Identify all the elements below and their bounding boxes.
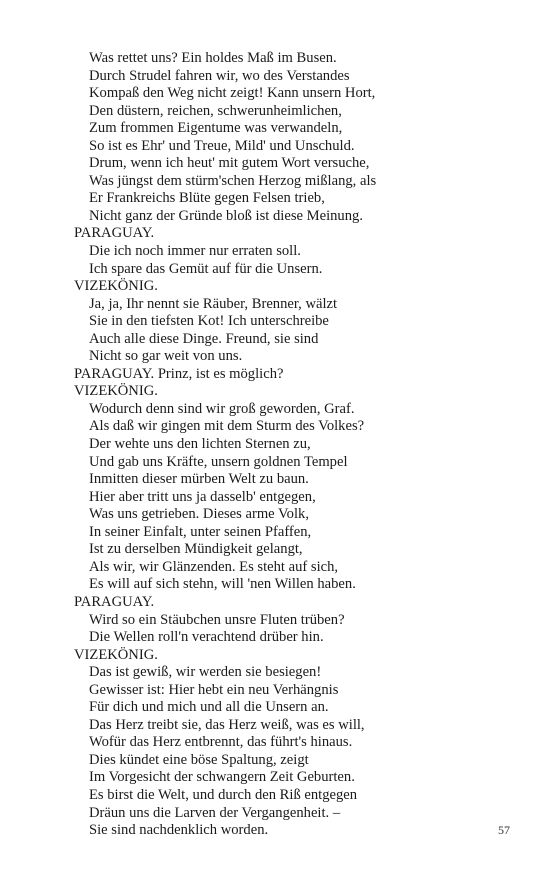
verse-line: Den düstern, reichen, schwerunheimlichen,	[89, 102, 342, 119]
verse-line: So ist es Ehr' und Treue, Mild' und Unschuld.	[89, 137, 355, 154]
verse-line: Wird so ein Stäubchen unsre Fluten trüben?	[89, 611, 345, 628]
verse-line: Inmitten dieser mürben Welt zu baun.	[89, 471, 309, 488]
verse-line: Und gab uns Kräfte, unsern goldnen Tempel	[89, 453, 348, 470]
speaker-line: VIZEKÖNIG.	[74, 646, 158, 663]
verse-line: Kompaß den Weg nicht zeigt! Kann unsern Hort,	[89, 85, 376, 102]
verse-line: Dräun uns die Larven der Vergangenheit. –	[89, 804, 341, 821]
verse-line: Wofür das Herz entbrennt, das führt's hinaus.	[89, 734, 353, 751]
verse-line: Der wehte uns den lichten Sternen zu,	[89, 436, 311, 453]
verse-line: Es will auf sich stehn, will 'nen Willen haben.	[89, 576, 356, 593]
speaker-line: PARAGUAY.	[74, 225, 155, 242]
verse-line: Nicht ganz der Gründe bloß ist diese Meinung.	[89, 207, 363, 224]
speaker-line: VIZEKÖNIG.	[74, 383, 158, 400]
verse-line: Für dich und mich und all die Unsern an.	[89, 699, 329, 716]
speaker-line: PARAGUAY.	[74, 593, 155, 610]
verse-line: Als wir, wir Glänzenden. Es steht auf sich,	[89, 558, 339, 575]
verse-line: Wodurch denn sind wir groß geworden, Graf.	[89, 400, 355, 417]
verse-line: Ist zu derselben Mündigkeit gelangt,	[89, 541, 303, 558]
verse-line: Das Herz treibt sie, das Herz weiß, was es will,	[89, 716, 365, 733]
speaker-line: PARAGUAY. Prinz, ist es möglich?	[74, 365, 284, 382]
verse-line: Ich spare das Gemüt auf für die Unsern.	[89, 260, 323, 277]
verse-line: Was uns getrieben. Dieses arme Volk,	[89, 506, 309, 523]
verse-line: Ja, ja, Ihr nennt sie Räuber, Brenner, wälzt	[89, 295, 338, 312]
verse-line: Nicht so gar weit von uns.	[89, 348, 243, 365]
verse-line: Es birst die Welt, und durch den Riß entgegen	[89, 786, 358, 803]
verse-line: Was jüngst dem stürm'schen Herzog mißlang, als	[89, 172, 377, 189]
verse-line: In seiner Einfalt, unter seinen Pfaffen,	[89, 523, 312, 540]
verse-line: Er Frankreichs Blüte gegen Felsen trieb,	[89, 190, 325, 207]
verse-line: Was rettet uns? Ein holdes Maß im Busen.	[89, 50, 337, 66]
verse-line: Als daß wir gingen mit dem Sturm des Volkes?	[89, 418, 365, 435]
verse-line: Die ich noch immer nur erraten soll.	[89, 243, 301, 260]
verse-line: Drum, wenn ich heut' mit gutem Wort versuche,	[89, 155, 370, 172]
verse-line: Dies kündet eine böse Spaltung, zeigt	[89, 751, 309, 768]
page-number: 57	[498, 823, 510, 837]
speaker-line: VIZEKÖNIG.	[74, 278, 158, 295]
play-text	[74, 50, 514, 840]
verse-line: Im Vorgesicht der schwangern Zeit Geburten.	[89, 769, 355, 786]
verse-line: Die Wellen roll'n verachtend drüber hin.	[89, 629, 324, 646]
verse-line: Auch alle diese Dinge. Freund, sie sind	[89, 330, 319, 347]
verse-line: Sie sind nachdenklich worden.	[89, 822, 269, 839]
verse-line: Durch Strudel fahren wir, wo des Verstandes	[89, 67, 350, 84]
verse-line: Das ist gewiß, wir werden sie besiegen!	[89, 664, 322, 681]
verse-line: Hier aber tritt uns ja dasselb' entgegen,	[89, 488, 316, 505]
verse-line: Gewisser ist: Hier hebt ein neu Verhängnis	[89, 681, 339, 698]
verse-line: Sie in den tiefsten Kot! Ich unterschreibe	[89, 313, 329, 330]
verse-line: Zum frommen Eigentume was verwandeln,	[89, 120, 343, 137]
